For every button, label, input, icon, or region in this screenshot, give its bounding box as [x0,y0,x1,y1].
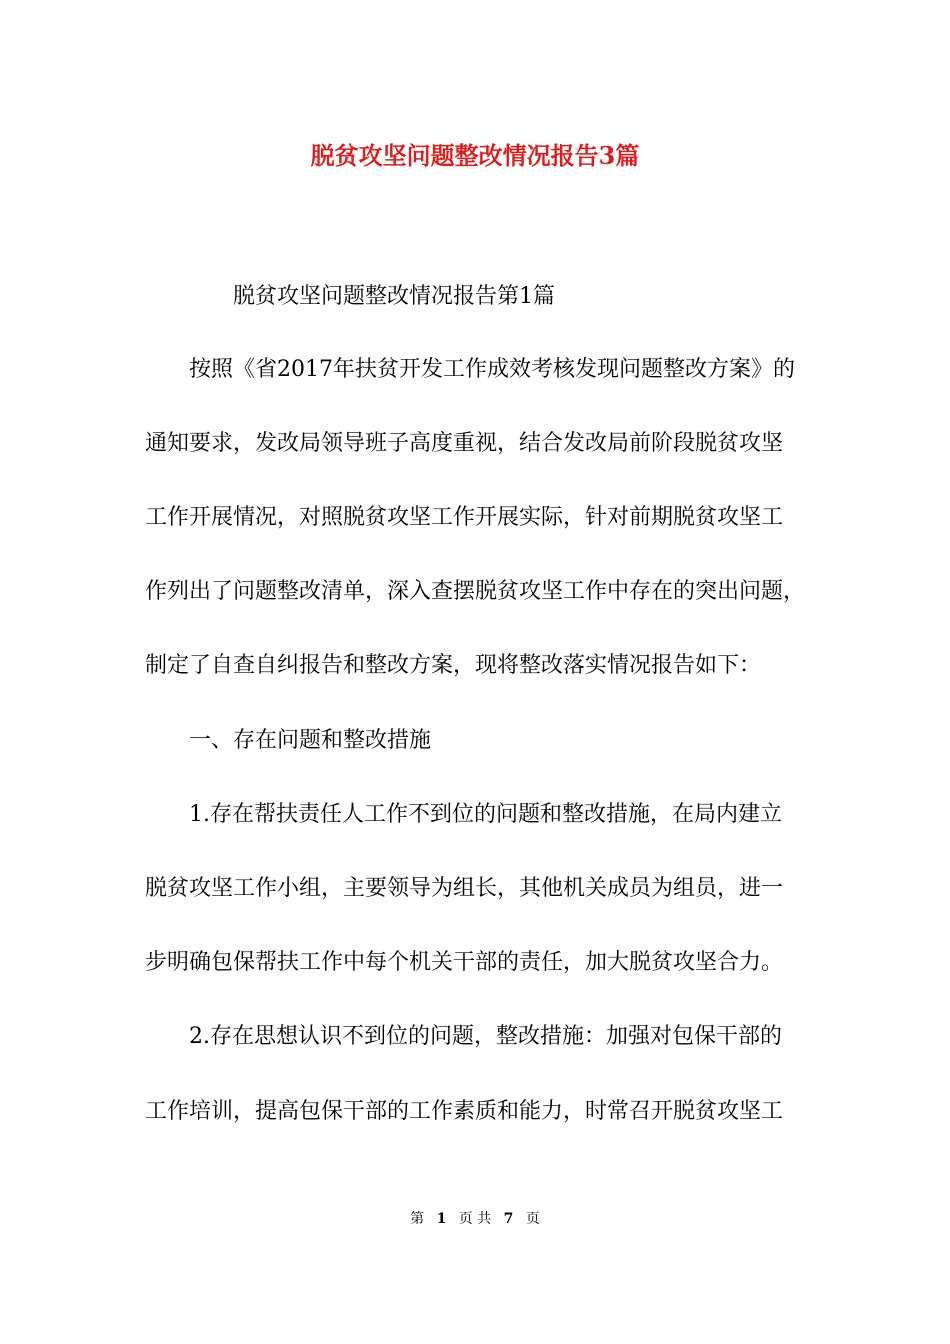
paragraph-line: 作列出了问题整改清单，深入查摆脱贫攻坚工作中存在的突出问题， [145,579,806,604]
page-footer [0,1208,950,1228]
footer-suffix: 页 [525,1211,540,1227]
paragraph-line: 工作开展情况，对照脱贫攻坚工作开展实际，针对前期脱贫攻坚工 [145,505,784,530]
paragraph-line: 2.存在思想认识不到位的问题，整改措施：加强对包保干部的 [189,1024,782,1049]
paragraph-line: 步明确包保帮扶工作中每个机关干部的责任，加大脱贫攻坚合力。 [145,950,784,975]
paragraph-line: 脱贫攻坚工作小组，主要领导为组长，其他机关成员为组员，进一 [145,876,784,901]
total-pages-number: 7 [503,1211,514,1227]
paragraph-line: 按照《省2017年扶贫开发工作成效考核发现问题整改方案》的 [189,357,795,382]
subheading: 一、存在问题和整改措施 [189,728,432,753]
footer-prefix: 第 [410,1211,425,1227]
paragraph-line: 1.存在帮扶责任人工作不到位的问题和整改措施，在局内建立 [189,802,782,827]
current-page-number: 1 [436,1211,447,1227]
paragraph-line: 通知要求，发改局领导班子高度重视，结合发改局前阶段脱贫攻坚 [145,431,784,456]
footer-middle: 页 共 [458,1211,492,1227]
document-title: 脱贫攻坚问题整改情况报告3篇 [310,141,640,170]
paragraph-line: 工作培训，提高包保干部的工作素质和能力，时常召开脱贫攻坚工 [145,1099,784,1124]
paragraph-line: 制定了自查自纠报告和整改方案，现将整改落实情况报告如下： [145,653,762,678]
section-heading: 脱贫攻坚问题整改情况报告第1篇 [233,284,555,309]
